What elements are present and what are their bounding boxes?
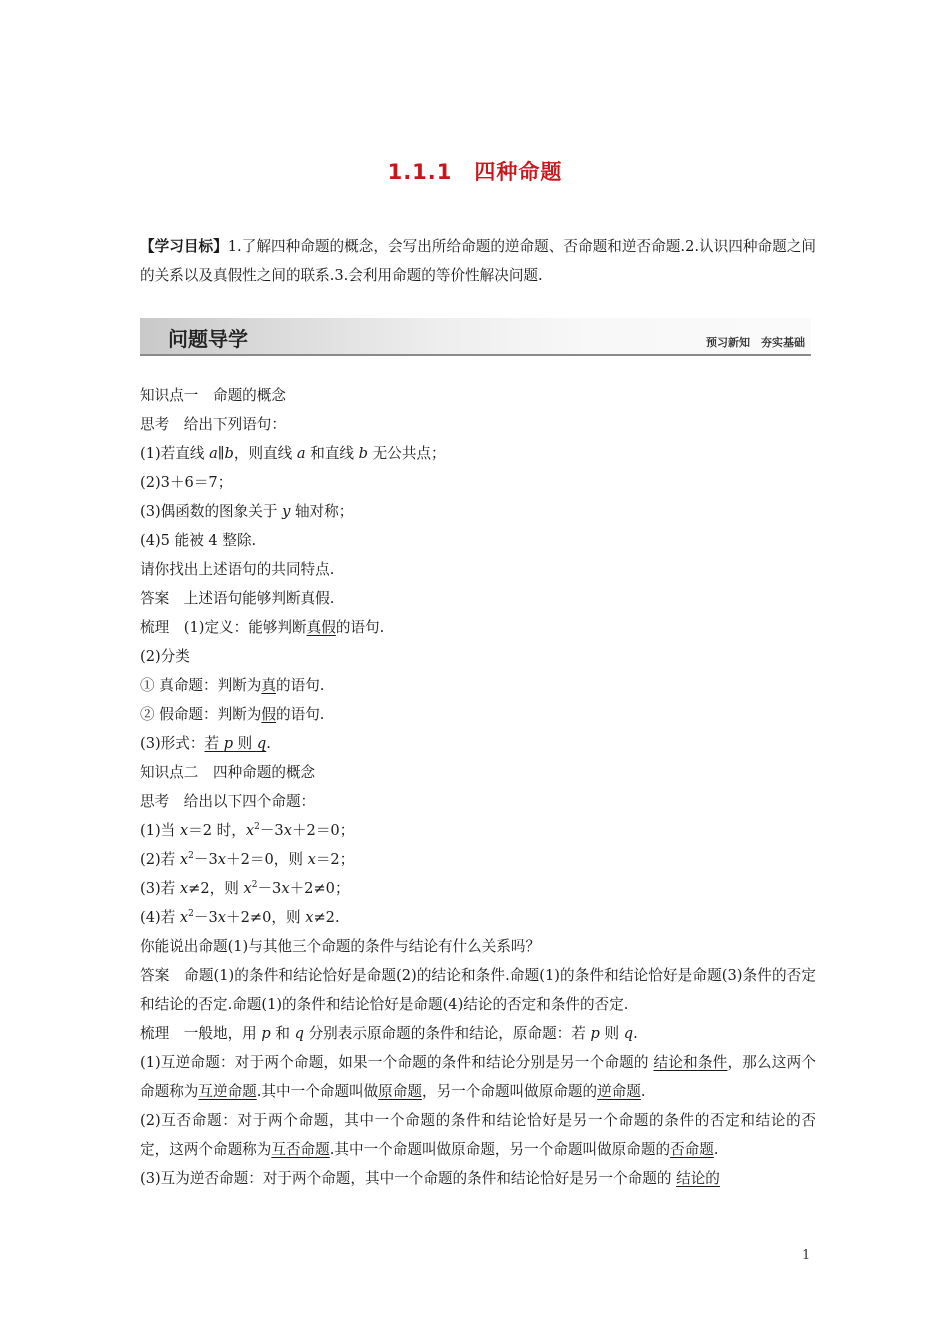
kp2-proposition-4: (4)若 $x^2-3x+2\ne 0$，则 x≠2. <box>140 909 340 926</box>
kp1-sort-definition: 梳理 (1)定义：能够判断真假的语句. <box>140 619 385 636</box>
section-banner <box>140 318 811 356</box>
section-heading: 问题导学 <box>168 327 248 351</box>
kp2-proposition-2: (2)若 $x^2-3x+2=0$，则 x＝2； <box>140 851 355 868</box>
kp2-proposition-1: (1)当 x＝2 时，$x^2-3x+2=0$； <box>140 822 355 839</box>
kp2-think: 思考 给出以下四个命题： <box>140 793 316 810</box>
kp2-inverse: (2)互否命题：对于两个命题，其中一个命题的条件和结论恰好是另一个命题的条件的否定和结论的否定，这两个命题称为互否命题.其中一个命题叫做原命题，另一个命题叫做原命题的否命题. <box>140 1112 816 1158</box>
kp2-ask: 你能说出命题(1)与其他三个命题的条件与结论有什么关系吗？ <box>140 938 541 955</box>
kp1-ask: 请你找出上述语句的共同特点. <box>140 561 335 578</box>
learning-goals <box>140 232 816 290</box>
kp1-classification: (2)分类 <box>140 648 190 665</box>
kp2-sort-intro: 梳理 一般地，用 p 和 q 分别表示原命题的条件和结论，原命题：若 p 则 q. <box>140 1025 638 1042</box>
kp2-title: 知识点二 四种命题的概念 <box>140 764 316 781</box>
kp1-answer: 答案 上述语句能够判断真假. <box>140 590 335 607</box>
goals-label: 【学习目标】 <box>140 238 228 255</box>
kp1-title: 知识点一 命题的概念 <box>140 387 286 404</box>
kp1-sentence-2: (2)3＋6＝7； <box>140 474 233 491</box>
kp1-form: (3)形式：若 p 则 q. <box>140 735 271 752</box>
goals-text: 1.了解四种命题的概念，会写出所给命题的逆命题、否命题和逆否命题.2.认识四种命题之间的关系以及真假性之间的联系.3.会利用命题的等价性解决问题. <box>140 238 816 284</box>
kp1-sentence-1: (1)若直线 a∥b，则直线 a 和直线 b 无公共点； <box>140 445 446 462</box>
kp1-sentence-4: (4)5 能被 4 整除. <box>140 532 257 549</box>
kp1-false-proposition: ② 假命题：判断为假的语句. <box>140 706 325 723</box>
page-title: 1.1.1 四种命题 <box>387 160 563 184</box>
kp2-answer: 答案 命题(1)的条件和结论恰好是命题(2)的结论和条件.命题(1)的条件和结论恰好是命题(3)条件的否定和结论的否定.命题(1)的条件和结论恰好是命题(4)结论的否定和条件的否定. <box>140 967 816 1013</box>
kp1-sentence-3: (3)偶函数的图象关于 y 轴对称； <box>140 503 354 520</box>
kp2-contrapositive: (3)互为逆否命题：对于两个命题，其中一个命题的条件和结论恰好是另一个命题的 结论的 <box>140 1170 720 1187</box>
kp1-true-proposition: ① 真命题：判断为真的语句. <box>140 677 325 694</box>
section-tags: 预习新知 夯实基础 <box>706 336 805 349</box>
document-body <box>140 381 816 1193</box>
kp2-converse: (1)互逆命题：对于两个命题，如果一个命题的条件和结论分别是另一个命题的 结论和条件，那么这两个命题称为互逆命题.其中一个命题叫做原命题，另一个命题叫做原命题的逆命题. <box>140 1054 816 1100</box>
kp1-think: 思考 给出下列语句： <box>140 416 286 433</box>
kp2-proposition-3: (3)若 x≠2，则 $x^2-3x+2\ne 0$； <box>140 880 350 897</box>
